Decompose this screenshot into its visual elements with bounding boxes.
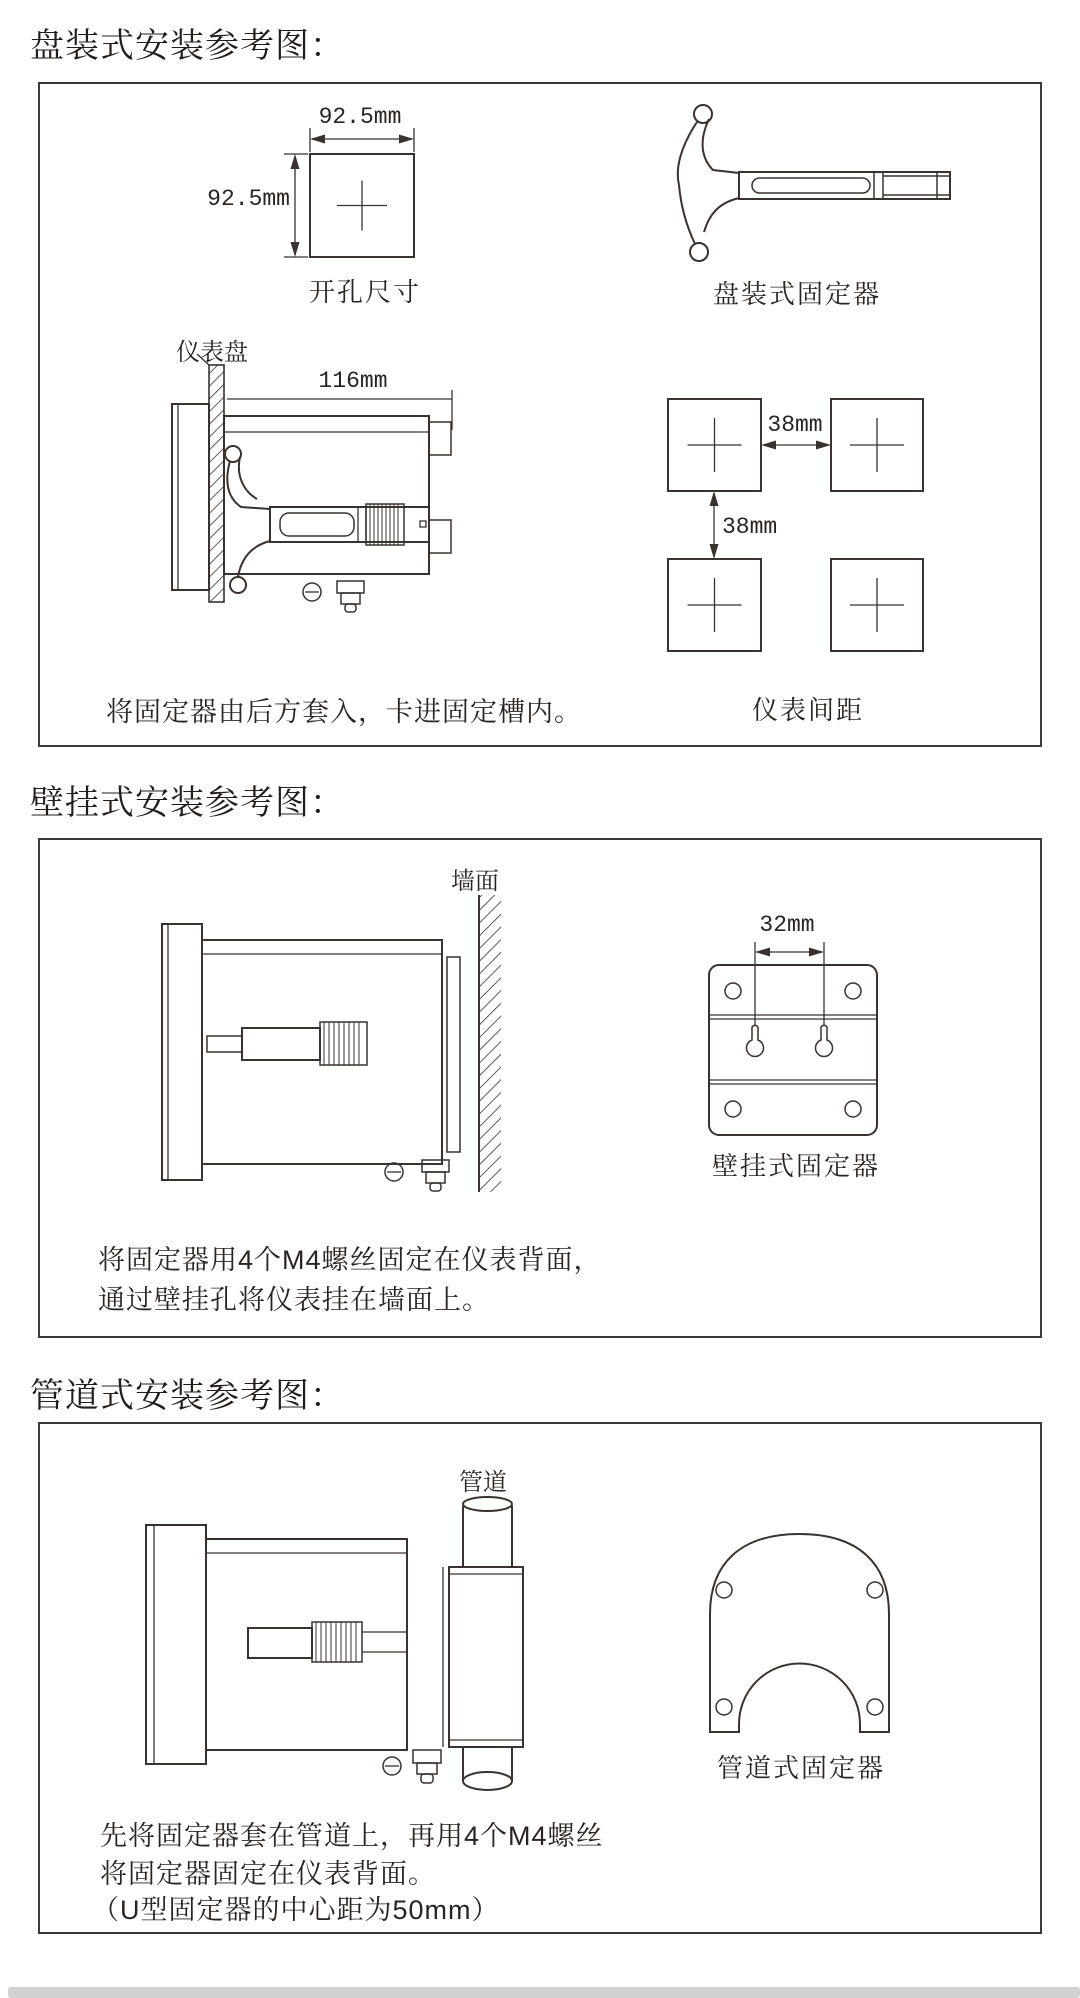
hole-height-dimension: 92.5mm	[207, 186, 290, 212]
vertical-gap-dimension: 38mm	[722, 514, 778, 540]
wall-install-note-line1: 将固定器用4个M4螺丝固定在仪表背面，	[98, 1245, 602, 1275]
pipe-mount-section-title: 管道式安装参考图：	[30, 1377, 345, 1415]
pipe-fixer-caption: 管道式固定器	[716, 1753, 885, 1783]
panel-mount-diagram-frame	[38, 82, 1042, 747]
panel-mount-line-art	[40, 84, 1040, 745]
depth-dimension: 116mm	[318, 368, 388, 394]
wall-mount-section-title: 壁挂式安装参考图：	[30, 784, 345, 822]
panel-mount-section-title: 盘装式安装参考图：	[30, 27, 345, 65]
panel-fixer-caption: 盘装式固定器	[712, 279, 881, 309]
hole-width-dimension: 92.5mm	[318, 104, 402, 130]
wall-install-note-line2: 通过壁挂孔将仪表挂在墙面上。	[98, 1285, 490, 1315]
meter-spacing-caption: 仪表间距	[751, 695, 864, 725]
wall-fixer-caption: 壁挂式固定器	[712, 1151, 881, 1181]
pipe-install-note-line2: 将固定器固定在仪表背面。	[100, 1859, 436, 1889]
horizontal-gap-dimension: 38mm	[767, 412, 823, 438]
instrument-panel-label: 仪表盘	[176, 339, 248, 366]
panel-install-note: 将固定器由后方套入，卡进固定槽内。	[106, 697, 582, 727]
pipe-install-note-line3: （U型固定器的中心距为50mm）	[92, 1895, 500, 1925]
horizontal-scrollbar[interactable]	[8, 1987, 1080, 1998]
wall-surface-label: 墙面	[451, 868, 499, 895]
pipe-label: 管道	[459, 1469, 507, 1496]
wall-hole-spacing-dimension: 32mm	[759, 912, 815, 938]
pipe-install-note-line1: 先将固定器套在管道上，再用4个M4螺丝	[100, 1821, 604, 1851]
hole-size-caption: 开孔尺寸	[308, 277, 421, 307]
